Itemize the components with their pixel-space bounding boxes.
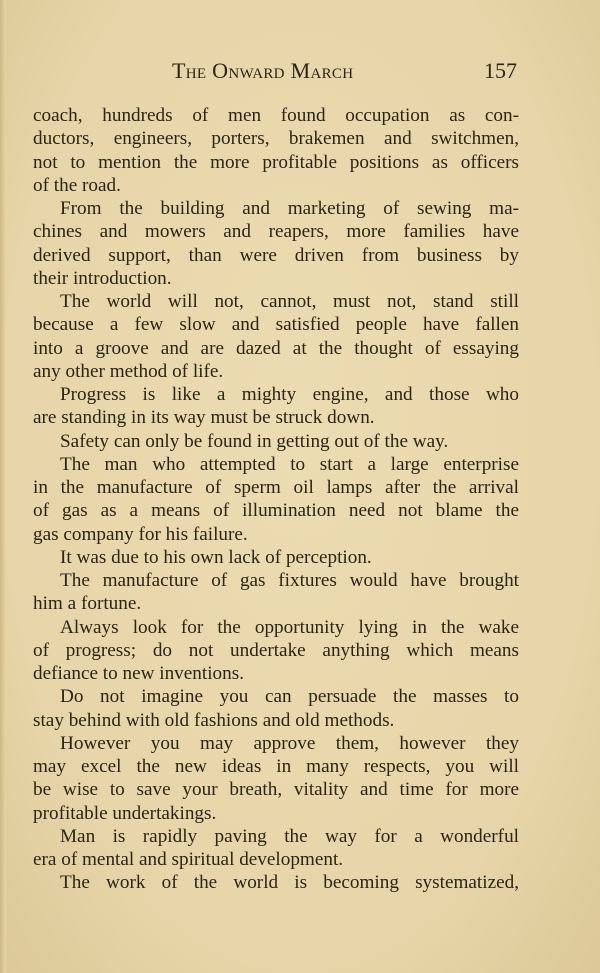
page-edge-shadow — [0, 0, 6, 973]
text-line: However you may approve them, however they — [60, 732, 519, 754]
text-line: are standing in its way must be struck down. — [33, 407, 375, 429]
text-line: Progress is like a mighty engine, and those who — [60, 384, 519, 405]
text-line: Always look for the opportunity lying in the wake — [60, 616, 519, 638]
text-line: The world will not, cannot, must not, stand still — [60, 291, 519, 312]
text-line: chines and mowers and reapers, more families have — [33, 221, 519, 243]
running-title: The Onward March — [172, 58, 354, 83]
text-line: in the manufacture of sperm oil lamps after the arrival — [33, 477, 519, 498]
text-line: The man who attempted to start a large enterprise — [60, 453, 519, 475]
text-line: Man is rapidly paving the way for a wonderful — [60, 825, 519, 847]
text-line: Do not imagine you can persuade the masses to — [60, 686, 519, 708]
body-text — [33, 104, 519, 895]
text-line: coach, hundreds of men found occupation as con- — [33, 105, 519, 126]
text-line: derived support, than were driven from business by — [33, 244, 519, 266]
text-line: may excel the new ideas in many respects, you will — [33, 756, 519, 777]
text-line: It was due to his own lack of perception. — [60, 546, 372, 568]
text-line: because a few slow and satisfied people have fallen — [33, 314, 519, 336]
text-line: be wise to save your breath, vitality and time for more — [33, 779, 519, 801]
text-line: profitable undertakings. — [33, 802, 217, 824]
running-header — [33, 58, 519, 88]
text-line: era of mental and spiritual development. — [33, 849, 344, 870]
text-line: From the building and marketing of sewing ma- — [60, 198, 519, 219]
text-line: Safety can only be found in getting out of the way. — [60, 430, 449, 452]
text-line: him a fortune. — [33, 593, 142, 615]
text-line: any other method of life. — [33, 360, 224, 382]
text-line: stay behind with old fashions and old methods. — [33, 709, 395, 731]
text-line: their introduction. — [33, 267, 172, 289]
text-line: gas company for his failure. — [33, 523, 248, 545]
text-line: defiance to new inventions. — [33, 663, 244, 684]
text-line: The work of the world is becoming systematized, — [60, 872, 519, 894]
text-line: not to mention the more profitable positions as officers — [33, 151, 519, 173]
text-line: of progress; do not undertake anything which means — [33, 639, 519, 661]
text-line: into a groove and are dazed at the thought of essaying — [33, 337, 519, 359]
text-line: ductors, engineers, porters, brakemen and switchmen, — [33, 128, 519, 150]
text-line: of gas as a means of illumination need not blame the — [33, 500, 519, 522]
text-line: of the road. — [33, 174, 121, 196]
page-number: 157 — [484, 58, 517, 83]
text-line: The manufacture of gas fixtures would have brought — [60, 570, 519, 591]
